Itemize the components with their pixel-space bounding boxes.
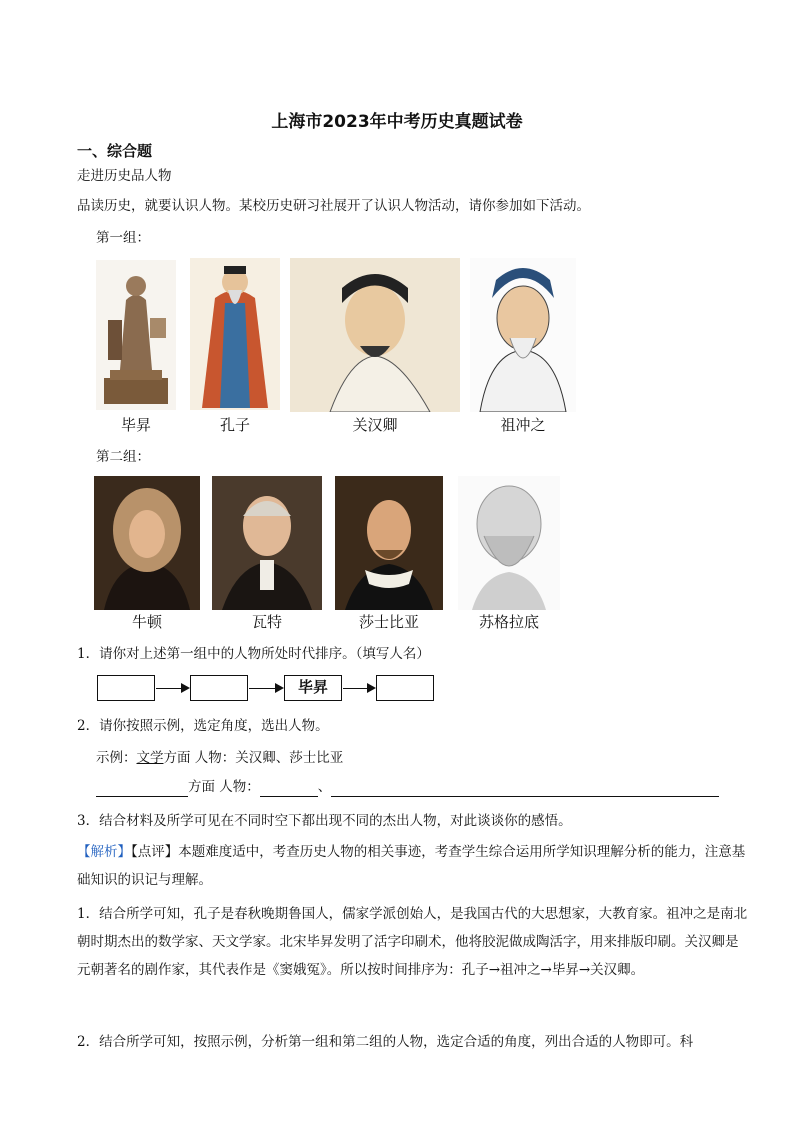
q2-example-field: 文学 xyxy=(136,750,164,766)
newton-image xyxy=(94,476,200,610)
page-title: 上海市2023年中考历史真题试卷 xyxy=(271,112,523,132)
q2-example-rest: 方面 人物：关汉卿、莎士比亚 xyxy=(163,750,344,766)
analysis-review-text: 【点评】本题难度适中，考查历史人物的相关事迹，考查学生综合运用所学知识理解分析的能力，注意基础知识的识记与理解。 xyxy=(77,844,746,888)
confucius-image xyxy=(190,258,280,410)
sequence-box-2[interactable] xyxy=(190,675,248,701)
analysis-paragraph-2: 2．结合所学可知，按照示例，分析第一组和第二组的人物，选定合适的角度，列出合适的人物即可。科 xyxy=(77,1034,694,1050)
group1-name-guan-hanqing: 关汉卿 xyxy=(352,416,398,434)
q2-example-prefix: 示例： xyxy=(96,750,137,766)
question-1: 1．请你对上述第一组中的人物所处时代排序。（填写人名） xyxy=(77,646,430,662)
shakespeare-image xyxy=(335,476,443,610)
sequence-arrow-3 xyxy=(343,688,374,689)
group2-name-shakespeare: 莎士比亚 xyxy=(358,613,419,631)
bisheng-statue-image xyxy=(96,260,176,410)
guan-hanqing-image xyxy=(290,258,460,412)
sequence-box-1[interactable] xyxy=(97,675,155,701)
watt-image xyxy=(212,476,322,610)
marble-bust-icon xyxy=(458,476,560,610)
group2-name-socrates: 苏格拉底 xyxy=(478,613,539,631)
sketch-portrait-icon xyxy=(470,258,576,412)
q2-person-blank-2[interactable] xyxy=(331,781,719,797)
analysis-paragraph-1: 1．结合所学可知，孔子是春秋晚期鲁国人，儒家学派创始人，是我国古代的大思想家，大教育家。祖冲之是南北朝时期杰出的数学家、天文学家。北宋毕昇发明了活字印刷术，他将胶泥做成陶活字，用来排版印刷。关汉卿是元朝著名的剧作家，其代表作是《窦娥冤》。所以按时间排序为：孔子→祖冲之→毕昇→关汉卿。 xyxy=(77,906,748,978)
sequence-box-3: 毕昇 xyxy=(284,675,342,701)
oil-portrait-icon xyxy=(335,476,443,610)
intro-text: 品读历史，就要认识人物。某校历史研习社展开了认识人物活动，请你参加如下活动。 xyxy=(77,198,590,214)
oil-portrait-icon xyxy=(212,476,322,610)
sequence-arrow-2 xyxy=(249,688,282,689)
group2-name-watt: 瓦特 xyxy=(251,613,282,631)
statue-figure-icon xyxy=(96,260,176,410)
sequence-arrow-1 xyxy=(156,688,188,689)
question-3: 3．结合材料及所学可见在不同时空下都出现不同的杰出人物，对此谈谈你的感悟。 xyxy=(77,813,572,829)
q2-person-blank-1[interactable] xyxy=(260,781,318,797)
analysis-review xyxy=(77,838,749,894)
socrates-image xyxy=(458,476,560,610)
q2-fill-mid: 方面 人物： xyxy=(188,779,260,795)
oil-portrait-icon xyxy=(94,476,200,610)
q2-fill-line xyxy=(96,777,719,797)
analysis-tag: 【解析】 xyxy=(77,844,131,860)
q2-field-blank[interactable] xyxy=(96,781,188,797)
group1-label: 第一组： xyxy=(96,230,150,246)
question-2: 2．请你按照示例，选定角度，选出人物。 xyxy=(77,718,329,734)
group1-name-confucius: 孔子 xyxy=(219,416,250,434)
group1-name-bisheng: 毕昇 xyxy=(120,416,151,434)
intro-heading: 走进历史品人物 xyxy=(77,168,172,184)
group2-name-newton: 牛顿 xyxy=(131,613,162,631)
q2-example xyxy=(96,748,343,768)
section-heading: 一、综合题 xyxy=(77,142,153,160)
zu-chongzhi-image xyxy=(470,258,576,412)
group2-label: 第二组： xyxy=(96,449,150,465)
sequence-box-4[interactable] xyxy=(376,675,434,701)
group1-name-zu-chongzhi: 祖冲之 xyxy=(500,416,546,434)
painted-sage-figure-icon xyxy=(190,258,280,410)
ink-portrait-icon xyxy=(290,258,460,412)
q2-fill-sep: 、 xyxy=(317,779,332,795)
